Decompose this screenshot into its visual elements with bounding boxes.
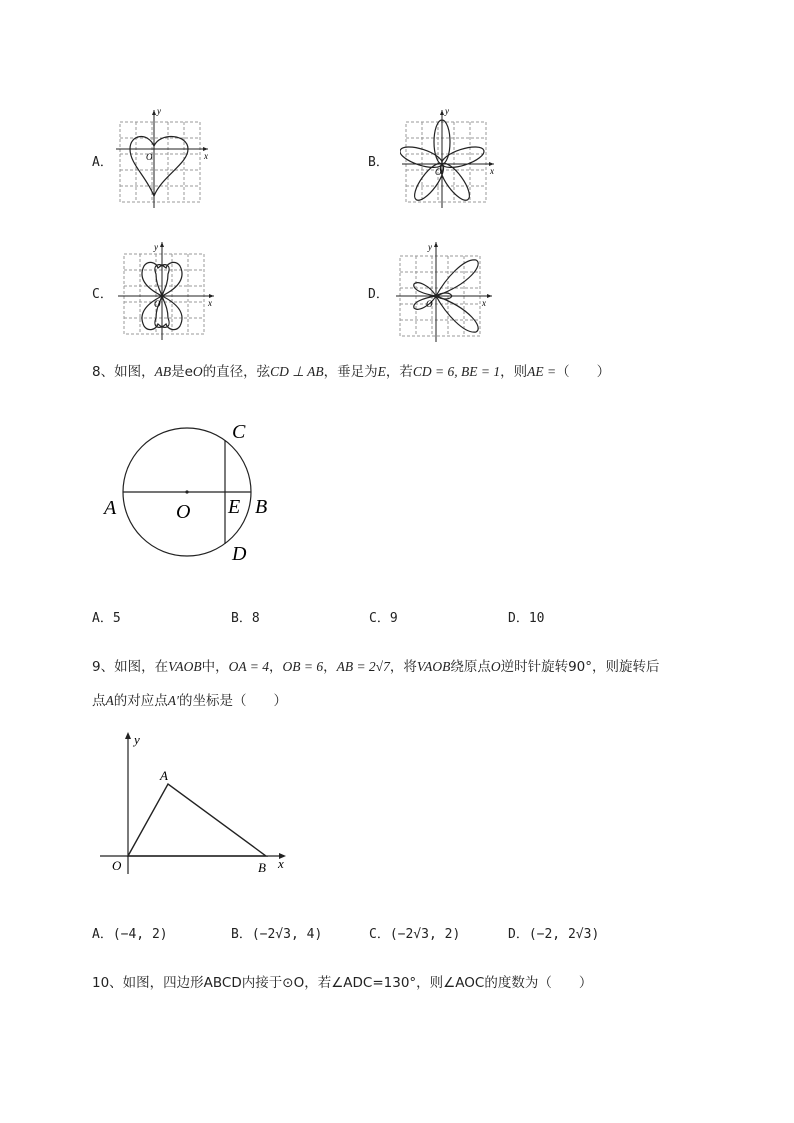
q8-condition: CD = 6, BE = 1 — [412, 364, 501, 379]
q9-a-prime: A′ — [167, 693, 179, 708]
q7-d-axis-y: y — [428, 242, 432, 252]
q9-triangle-diagram — [98, 728, 298, 876]
q7-c-axis-y: y — [154, 242, 158, 252]
q9-text: 点 — [92, 693, 106, 709]
q7-option-d-letter: D． — [368, 287, 389, 302]
q9-label-x: x — [278, 856, 284, 871]
q9-choice-c[interactable]: C．(−2√3, 2) — [369, 927, 461, 942]
q9-choice-a[interactable]: A．(−4, 2) — [92, 927, 168, 942]
q7-a-axis-x: x — [204, 151, 208, 161]
q8-cd-perp-ab: CD ⊥ AB — [270, 364, 324, 379]
q9-label-y: y — [134, 732, 140, 747]
q10-stem: 10、如图，四边形ABCD内接于⊙O，若∠ADC=130°，则∠AOC的度数为（ ） — [92, 975, 593, 991]
q9-text: 的对应点 — [113, 693, 168, 709]
q8-ab: AB — [154, 364, 172, 379]
q7-d-axis-x: x — [482, 298, 486, 308]
q9-ab: AB = 2√7 — [336, 659, 390, 674]
q7-c-axis-x: x — [208, 298, 212, 308]
q8-answer-blank: （ ） — [556, 364, 611, 380]
q7-a-origin: O — [146, 152, 153, 162]
q9-text: ，将 — [389, 659, 417, 675]
q9-text: 绕原点 — [450, 659, 491, 675]
q8-text: ，若 — [385, 364, 413, 380]
q9-oa: OA = 4 — [228, 659, 269, 674]
q8-choice-a[interactable]: A．5 — [92, 611, 121, 626]
q9-label-a: A — [160, 768, 168, 783]
q8-ae: AE = — [527, 364, 557, 379]
q8-label-d: D — [232, 543, 247, 565]
q7-option-a-graph — [112, 104, 212, 208]
q8-text: ，垂足为 — [323, 364, 378, 380]
q8-label-e: E — [228, 496, 241, 518]
q8-choice-b[interactable]: B．8 — [231, 611, 260, 626]
q7-option-a-letter: A． — [92, 155, 113, 170]
q7-option-c-graph — [116, 238, 220, 342]
q8-text: ，则 — [500, 364, 528, 380]
q8-label-c: C — [232, 421, 246, 443]
q8-text: 的直径，弦 — [202, 364, 271, 380]
q9-ob: OB = 6 — [282, 659, 324, 674]
q9-text: ， — [323, 659, 337, 675]
q7-d-origin: O — [426, 299, 433, 309]
q9-text: 中， — [201, 659, 229, 675]
q9-choice-b[interactable]: B．(−2√3, 4) — [231, 927, 323, 942]
q9-triangle: VAOB — [416, 659, 451, 674]
q9-o: O — [490, 659, 501, 674]
q8-choice-d[interactable]: D．10 — [508, 611, 545, 626]
q8-label-a: A — [104, 497, 117, 519]
q8-label-o: O — [176, 501, 191, 523]
q8-circle-symbol: e — [184, 364, 193, 380]
q8-o: O — [192, 364, 203, 379]
q9-label-b: B — [258, 860, 266, 875]
q9-text: 9、如图，在 — [92, 659, 169, 675]
q9-angle: 90° — [568, 659, 593, 675]
q9-choice-d[interactable]: D．(−2, 2√3) — [508, 927, 600, 942]
q7-a-axis-y: y — [157, 106, 161, 116]
q8-stem — [92, 360, 610, 380]
q7-b-axis-y: y — [445, 106, 449, 116]
q9-text: ，则旋转后 — [592, 659, 660, 675]
q9-stem-line1 — [92, 655, 660, 675]
q7-option-b-letter: B． — [368, 155, 389, 170]
q8-text: 8、如图， — [92, 364, 155, 380]
q9-answer-blank: 的坐标是（ ） — [178, 693, 287, 709]
q7-option-c-letter: C． — [92, 287, 113, 302]
q8-text: 是 — [171, 364, 185, 380]
q9-text: ， — [268, 659, 283, 675]
q7-option-b-graph — [400, 104, 500, 208]
q8-label-b: B — [255, 496, 268, 518]
q9-stem-line2 — [92, 689, 287, 709]
q8-choice-c[interactable]: C．9 — [369, 611, 398, 626]
q9-triangle: VAOB — [168, 659, 202, 674]
q7-option-d-graph — [394, 238, 498, 342]
q9-text: 逆时针旋转 — [500, 659, 569, 675]
q9-label-o: O — [112, 858, 122, 873]
q7-b-axis-x: x — [490, 166, 494, 176]
q7-b-origin: O — [435, 167, 442, 177]
q9-a: A — [105, 693, 114, 708]
q8-e: E — [377, 364, 386, 379]
q8-circle-diagram — [96, 418, 286, 568]
q7-c-origin: O — [154, 299, 161, 309]
